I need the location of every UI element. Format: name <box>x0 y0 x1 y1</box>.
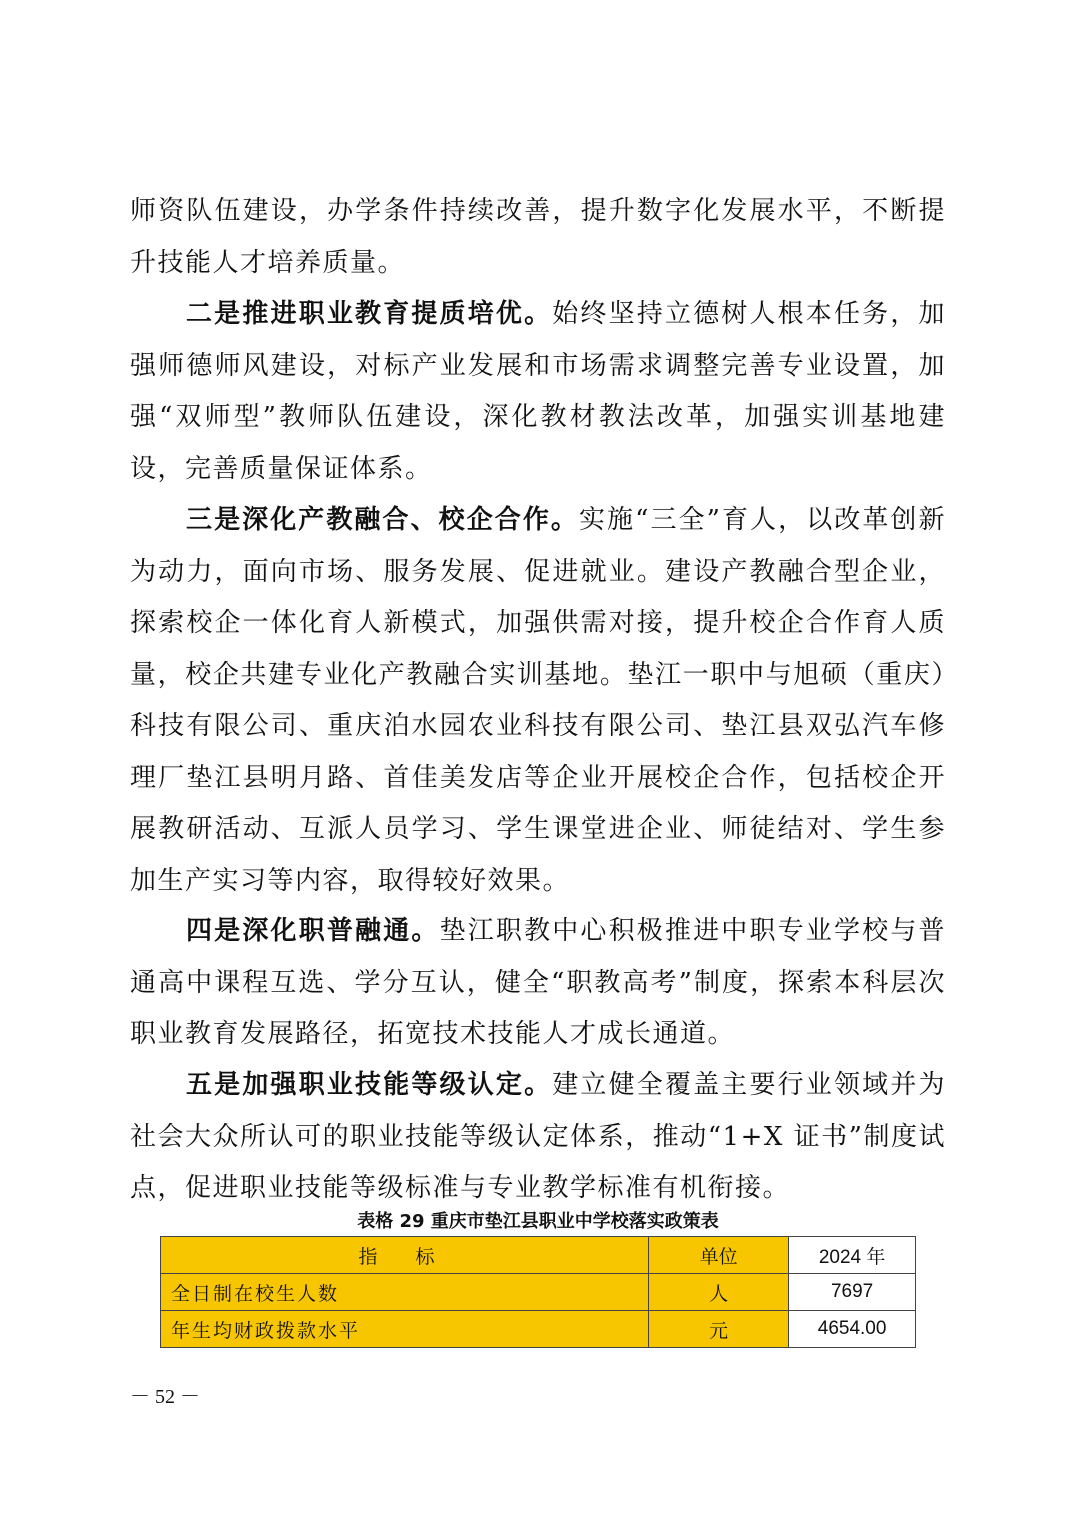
row-indicator: 年生均财政拨款水平 <box>161 1311 649 1348</box>
paragraph-text: 师资队伍建设，办学条件持续改善，提升数字化发展水平，不断提升技能人才培养质量。 <box>130 196 946 278</box>
table-row <box>161 1311 916 1348</box>
paragraph-text: 垫江职教中心积极推进中职专业学校与普通高中课程互选、学分互认，健全“职教高考”制度，探索本科层次职业教育发展路径，拓宽技术技能人才成长通道。 <box>130 916 946 1049</box>
paragraph-1 <box>130 186 946 289</box>
header-unit: 单位 <box>648 1237 788 1274</box>
row-unit: 元 <box>648 1311 788 1348</box>
paragraph-2 <box>130 289 946 495</box>
paragraph-5 <box>130 1060 946 1215</box>
policy-table <box>160 1236 916 1348</box>
paragraph-4 <box>130 906 946 1061</box>
table-row <box>161 1274 916 1311</box>
paragraph-lead: 二是推进职业教育提质培优。 <box>186 299 553 329</box>
page-number: － 52 － <box>130 1386 200 1408</box>
paragraph-text: 实施“三全”育人，以改革创新为动力，面向市场、服务发展、促进就业。建设产教融合型企业，探索校企一体化育人新模式，加强供需对接，提升校企合作育人质量，校企共建专业化产教融合实训基地。垫江一职中与旭硕（重庆）科技有限公司、重庆泊水园农业科技有限公司、垫江县双弘汽车修理厂垫江县明月路、首佳美发店等企业开展校企合作，包括校企开展教研活动、互派人员学习、学生课堂进企业、师徒结对、学生参加生产实习等内容，取得较好效果。 <box>130 505 946 896</box>
row-value: 4654.00 <box>789 1311 916 1348</box>
paragraph-lead: 三是深化产教融合、校企合作。 <box>186 505 579 535</box>
paragraph-3 <box>130 495 946 907</box>
paragraph-text: 建立健全覆盖主要行业领域并为社会大众所认可的职业技能等级认定体系，推动“1+X 证书”制度试点，促进职业技能等级标准与专业教学标准有机衔接。 <box>130 1070 946 1203</box>
paragraph-lead: 四是深化职普融通。 <box>186 916 440 946</box>
paragraph-text: 始终坚持立德树人根本任务，加强师德师风建设，对标产业发展和市场需求调整完善专业设置，加强“双师型”教师队伍建设，深化教材教法改革，加强实训基地建设，完善质量保证体系。 <box>130 299 946 484</box>
header-year: 2024 年 <box>789 1237 916 1274</box>
row-indicator: 全日制在校生人数 <box>161 1274 649 1311</box>
table-caption: 表格 29 重庆市垫江县职业中学校落实政策表 <box>357 1211 719 1232</box>
row-value: 7697 <box>789 1274 916 1311</box>
row-unit: 人 <box>648 1274 788 1311</box>
paragraph-lead: 五是加强职业技能等级认定。 <box>186 1070 553 1100</box>
table-header-row <box>161 1237 916 1274</box>
header-indicator: 指 标 <box>161 1237 649 1274</box>
